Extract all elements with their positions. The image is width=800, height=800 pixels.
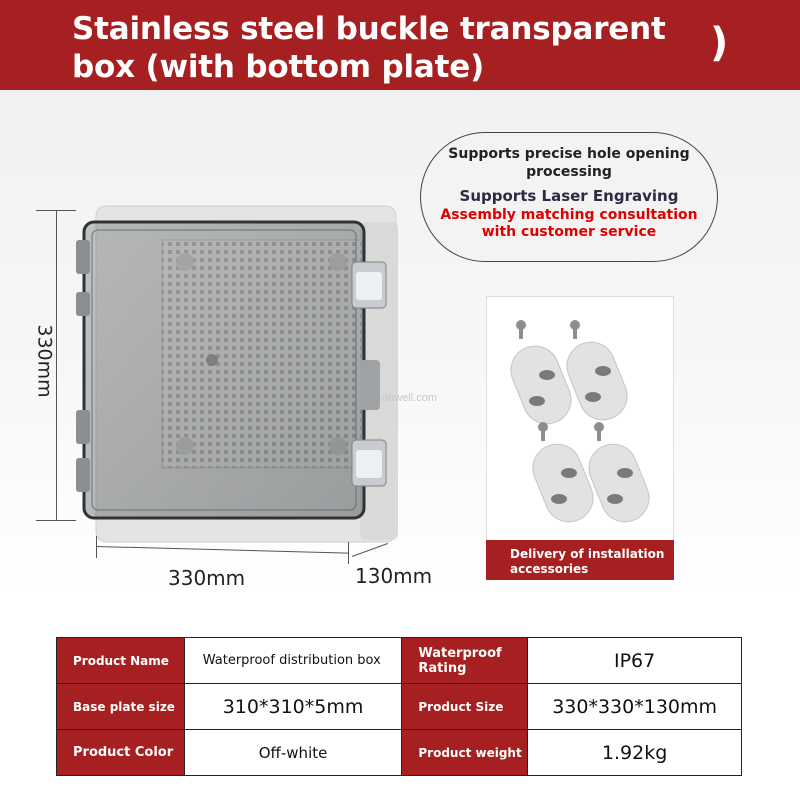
spec-value-product-weight: 1.92kg bbox=[528, 730, 742, 776]
width-dimension-cap-left bbox=[96, 536, 97, 558]
height-dimension-label: 330mm bbox=[33, 324, 56, 398]
page-title: Stainless steel buckle transparent box (with bottom plate) bbox=[72, 11, 666, 85]
depth-dimension-label: 130mm bbox=[355, 564, 433, 588]
width-dimension-label: 330mm bbox=[168, 566, 246, 590]
accessories-label: Delivery of installation accessories bbox=[486, 540, 674, 580]
accessories-card bbox=[486, 296, 674, 580]
height-dimension-line bbox=[56, 210, 57, 520]
height-dimension-cap-top bbox=[36, 210, 76, 211]
spec-value-waterproof-rating: IP67 bbox=[528, 638, 742, 684]
watermark: anwell.com bbox=[382, 392, 438, 404]
height-dimension-cap-bottom bbox=[36, 520, 76, 521]
spec-label-waterproof-rating: Waterproof Rating bbox=[402, 638, 528, 684]
features-callout bbox=[420, 132, 718, 262]
width-dimension-cap-right bbox=[348, 542, 349, 564]
spec-label-product-weight: Product weight bbox=[402, 730, 528, 776]
product-box-image bbox=[70, 200, 410, 550]
spec-label-product-color: Product Color bbox=[57, 730, 185, 776]
table-row bbox=[57, 730, 742, 776]
spec-label-product-size: Product Size bbox=[402, 684, 528, 730]
spec-table bbox=[56, 637, 742, 776]
table-row bbox=[57, 638, 742, 684]
spec-value-product-name: Waterproof distribution box bbox=[184, 638, 402, 684]
spec-label-base-plate-size: Base plate size bbox=[57, 684, 185, 730]
spec-value-base-plate-size: 310*310*5mm bbox=[184, 684, 402, 730]
mounting-brackets-image bbox=[487, 297, 675, 541]
spec-value-product-size: 330*330*130mm bbox=[528, 684, 742, 730]
feature-assembly-consultation: Assembly matching consultation with customer service bbox=[440, 207, 698, 240]
title-banner bbox=[0, 0, 800, 90]
spec-label-product-name: Product Name bbox=[57, 638, 185, 684]
feature-hole-processing: Supports precise hole opening processing bbox=[448, 146, 690, 180]
spec-value-product-color: Off-white bbox=[184, 730, 402, 776]
feature-laser-engraving: Supports Laser Engraving bbox=[459, 187, 679, 205]
banner-decoration: ) bbox=[710, 20, 729, 66]
table-row bbox=[57, 684, 742, 730]
